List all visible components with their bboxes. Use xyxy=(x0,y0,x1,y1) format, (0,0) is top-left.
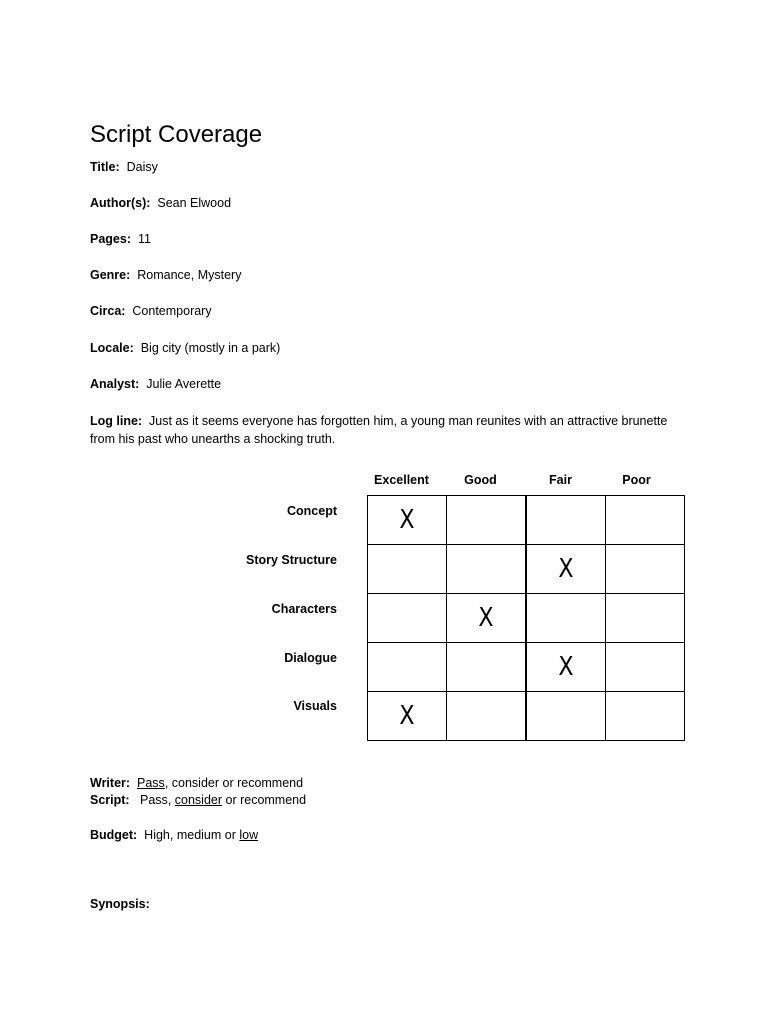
rating-row xyxy=(368,496,685,545)
rating-mark: X xyxy=(399,701,415,731)
field-title xyxy=(90,159,158,176)
script-label: Script: xyxy=(90,793,130,807)
rating-cell xyxy=(447,594,527,643)
budget-recommendation xyxy=(90,827,258,844)
rating-row xyxy=(368,545,685,594)
rating-cell xyxy=(526,496,606,545)
rating-cell xyxy=(447,496,527,545)
script-recommendation xyxy=(90,792,306,809)
rating-mark: X xyxy=(399,505,415,535)
field-analyst-value: Julie Averette xyxy=(146,377,222,391)
rating-cell xyxy=(368,496,447,545)
rating-cell xyxy=(368,692,447,741)
page-title: Script Coverage xyxy=(90,121,263,148)
rating-cell xyxy=(526,545,606,594)
rating-row xyxy=(368,594,685,643)
field-title-value: Daisy xyxy=(126,160,158,174)
field-authors xyxy=(90,195,231,212)
field-analyst-label: Analyst: xyxy=(90,377,140,391)
rating-cell xyxy=(447,643,527,692)
field-pages-label: Pages: xyxy=(90,232,131,246)
rating-cell xyxy=(606,594,685,643)
row-header-visuals: Visuals xyxy=(293,699,337,713)
rating-cell xyxy=(526,692,606,741)
script-option-recommend: recommend xyxy=(240,793,307,807)
rating-cell xyxy=(606,643,685,692)
rating-cell xyxy=(526,643,606,692)
rating-cell xyxy=(368,545,447,594)
writer-option-recommend: recommend xyxy=(237,776,304,790)
rating-grid xyxy=(367,495,685,741)
field-genre xyxy=(90,267,241,284)
column-header-fair: Fair xyxy=(549,473,572,487)
rating-cell xyxy=(606,545,685,594)
column-header-excellent: Excellent xyxy=(374,473,429,487)
synopsis-heading xyxy=(90,896,150,913)
field-locale-value: Big city (mostly in a park) xyxy=(140,341,281,355)
budget-separator-2: or xyxy=(221,828,240,842)
row-header-dialogue: Dialogue xyxy=(284,651,337,665)
row-header-concept: Concept xyxy=(287,504,337,518)
script-option-pass: Pass xyxy=(140,793,168,807)
rating-cell xyxy=(368,594,447,643)
rating-cell xyxy=(368,643,447,692)
writer-label: Writer: xyxy=(90,776,131,790)
field-circa-label: Circa: xyxy=(90,304,126,318)
rating-mark: X xyxy=(558,554,574,584)
rating-cell xyxy=(447,545,527,594)
budget-separator-1: , xyxy=(169,828,177,842)
budget-option-medium: medium xyxy=(176,828,222,842)
writer-separator-1: , xyxy=(164,776,172,790)
row-header-characters: Characters xyxy=(271,602,337,616)
logline xyxy=(90,412,690,448)
field-analyst xyxy=(90,376,221,393)
budget-option-high: High xyxy=(144,828,170,842)
writer-separator-2: or xyxy=(219,776,238,790)
field-locale-label: Locale: xyxy=(90,341,134,355)
field-circa-value: Contemporary xyxy=(132,304,212,318)
rating-cell xyxy=(606,496,685,545)
field-authors-value: Sean Elwood xyxy=(157,196,232,210)
row-header-story-structure: Story Structure xyxy=(246,553,337,567)
rating-row xyxy=(368,692,685,741)
field-title-label: Title: xyxy=(90,160,120,174)
rating-cell xyxy=(447,692,527,741)
logline-text: Just as it seems everyone has forgotten him, a young man reunites with an attractive brunette from his past who unearths a shocking truth. xyxy=(90,414,668,446)
rating-mark: X xyxy=(558,652,574,682)
rating-mark: X xyxy=(478,603,494,633)
script-separator-2: or xyxy=(222,793,241,807)
writer-option-consider: consider xyxy=(171,776,220,790)
logline-label: Log line: xyxy=(90,414,143,428)
column-header-good: Good xyxy=(464,473,497,487)
script-option-consider: consider xyxy=(174,793,223,807)
rating-row xyxy=(368,643,685,692)
budget-option-low: low xyxy=(239,828,259,842)
field-genre-label: Genre: xyxy=(90,268,131,282)
field-locale xyxy=(90,340,280,357)
rating-cell xyxy=(526,594,606,643)
writer-recommendation xyxy=(90,775,303,792)
writer-option-pass: Pass xyxy=(137,776,165,790)
rating-cell xyxy=(606,692,685,741)
synopsis-label: Synopsis: xyxy=(90,897,150,911)
script-separator-1: , xyxy=(167,793,175,807)
field-circa xyxy=(90,303,212,320)
budget-label: Budget: xyxy=(90,828,138,842)
column-header-poor: Poor xyxy=(622,473,651,487)
field-genre-value: Romance, Mystery xyxy=(137,268,242,282)
field-pages xyxy=(90,231,151,248)
field-pages-value: 11 xyxy=(137,232,151,246)
field-authors-label: Author(s): xyxy=(90,196,151,210)
